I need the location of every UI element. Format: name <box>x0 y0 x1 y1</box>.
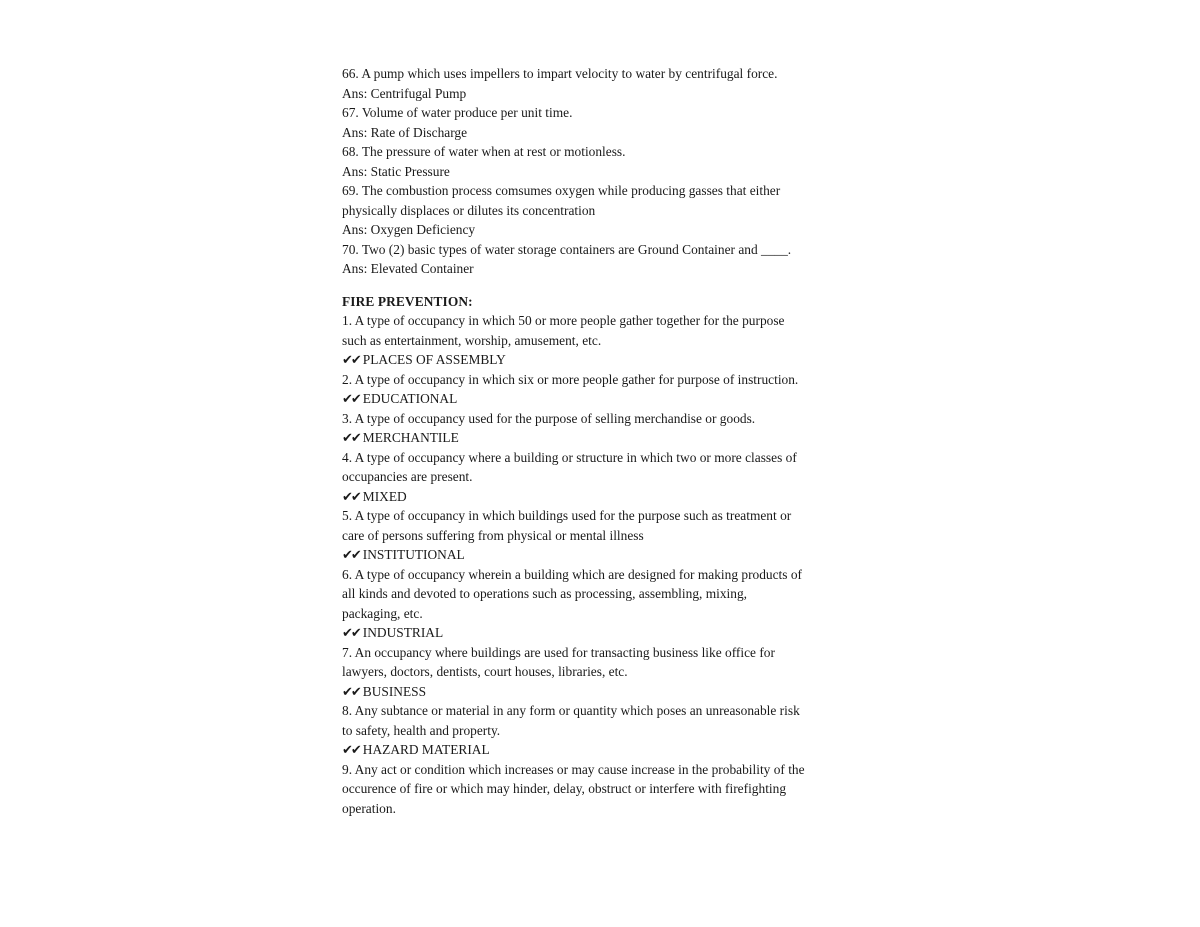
question-text: to safety, health and property. <box>342 722 501 738</box>
fp-item-5 <box>342 506 862 565</box>
question-text: 4. A type of occupancy where a building or structure in which two or more classes of <box>342 449 797 465</box>
question-text: all kinds and devoted to operations such as processing, assembling, mixing, <box>342 586 748 601</box>
question-text: 67. Volume of water produce per unit time. <box>342 105 573 120</box>
answer-text: MERCHANTILE <box>362 430 459 445</box>
answer-text: EDUCATIONAL <box>362 391 458 406</box>
fp-item-7 <box>342 643 862 702</box>
answer-text: Ans: Centrifugal Pump <box>342 85 467 101</box>
question-text: 8. Any subtance or material in any form or quantity which poses an unreasonable risk <box>342 703 800 718</box>
answer-text: Ans: Static Pressure <box>342 163 450 179</box>
question-text: 3. A type of occupancy used for the purpose of selling merchandise or goods. <box>342 410 756 426</box>
answer-row <box>342 350 862 370</box>
answer-text: BUSINESS <box>362 683 427 699</box>
double-check-icon: ✔✔ <box>342 489 360 505</box>
fp-item-4 <box>342 448 862 507</box>
fp-item-3 <box>342 409 862 448</box>
double-check-icon: ✔✔ <box>342 548 360 563</box>
question-text: care of persons suffering from physical or mental illness <box>342 527 644 543</box>
qa-item-66 <box>342 64 862 103</box>
question-text: physically displaces or dilutes its concentration <box>342 202 596 218</box>
answer-text: INDUSTRIAL <box>362 625 444 640</box>
question-text: 7. An occupancy where buildings are used for transacting business like office for <box>342 644 775 660</box>
fp-item-1 <box>342 311 862 370</box>
fp-item-8 <box>342 701 862 760</box>
qa-item-70 <box>342 240 862 279</box>
double-check-icon: ✔✔ <box>342 431 360 446</box>
double-check-icon: ✔✔ <box>342 626 360 641</box>
question-text: 70. Two (2) basic types of water storage containers are Ground Container and ____. <box>342 241 792 257</box>
double-check-icon: ✔✔ <box>342 743 360 758</box>
question-text: 9. Any act or condition which increases or may cause increase in the probability of the <box>342 761 805 777</box>
fp-item-2 <box>342 370 862 409</box>
section-spacer <box>342 279 862 292</box>
qa-item-67 <box>342 103 862 142</box>
question-text: 69. The combustion process comsumes oxygen while producing gasses that either <box>342 183 781 198</box>
question-text: 6. A type of occupancy wherein a building which are designed for making products of <box>342 566 802 582</box>
answer-row <box>342 623 862 643</box>
answer-text: HAZARD MATERIAL <box>362 742 490 757</box>
answer-row <box>342 682 862 702</box>
answer-text: MIXED <box>362 488 407 504</box>
answer-row <box>342 487 862 507</box>
fp-item-9 <box>342 760 862 819</box>
answer-row <box>342 428 862 448</box>
answer-text: Ans: Oxygen Deficiency <box>342 222 476 237</box>
answer-row <box>342 740 862 760</box>
double-check-icon: ✔✔ <box>342 392 360 407</box>
question-text: 5. A type of occupancy in which buildings used for the purpose such as treatment or <box>342 508 792 523</box>
question-text: packaging, etc. <box>342 605 423 621</box>
question-text: occurence of fire or which may hinder, delay, obstruct or interfere with firefighting <box>342 781 787 796</box>
answer-row <box>342 389 862 409</box>
question-text: 68. The pressure of water when at rest or motionless. <box>342 144 626 159</box>
fp-item-6 <box>342 565 862 643</box>
question-text: such as entertainment, worship, amusement, etc. <box>342 332 602 348</box>
answer-row <box>342 545 862 565</box>
answer-text: PLACES OF ASSEMBLY <box>362 352 506 367</box>
question-text: 1. A type of occupancy in which 50 or more people gather together for the purpose <box>342 313 785 328</box>
answer-text: INSTITUTIONAL <box>362 547 465 562</box>
question-text: lawyers, doctors, dentists, court houses, libraries, etc. <box>342 664 628 679</box>
section-heading: FIRE PREVENTION: <box>342 293 473 309</box>
question-text: 2. A type of occupancy in which six or more people gather for purpose of instruction. <box>342 371 799 387</box>
question-text: operation. <box>342 800 396 816</box>
question-text: occupancies are present. <box>342 469 473 484</box>
question-text: 66. A pump which uses impellers to impart velocity to water by centrifugal force. <box>342 66 778 81</box>
document-page <box>342 64 862 818</box>
answer-text: Ans: Rate of Discharge <box>342 124 468 140</box>
double-check-icon: ✔✔ <box>342 353 360 368</box>
qa-item-68 <box>342 142 862 181</box>
double-check-icon: ✔✔ <box>342 684 360 700</box>
qa-item-69 <box>342 181 862 240</box>
answer-text: Ans: Elevated Container <box>342 261 474 276</box>
